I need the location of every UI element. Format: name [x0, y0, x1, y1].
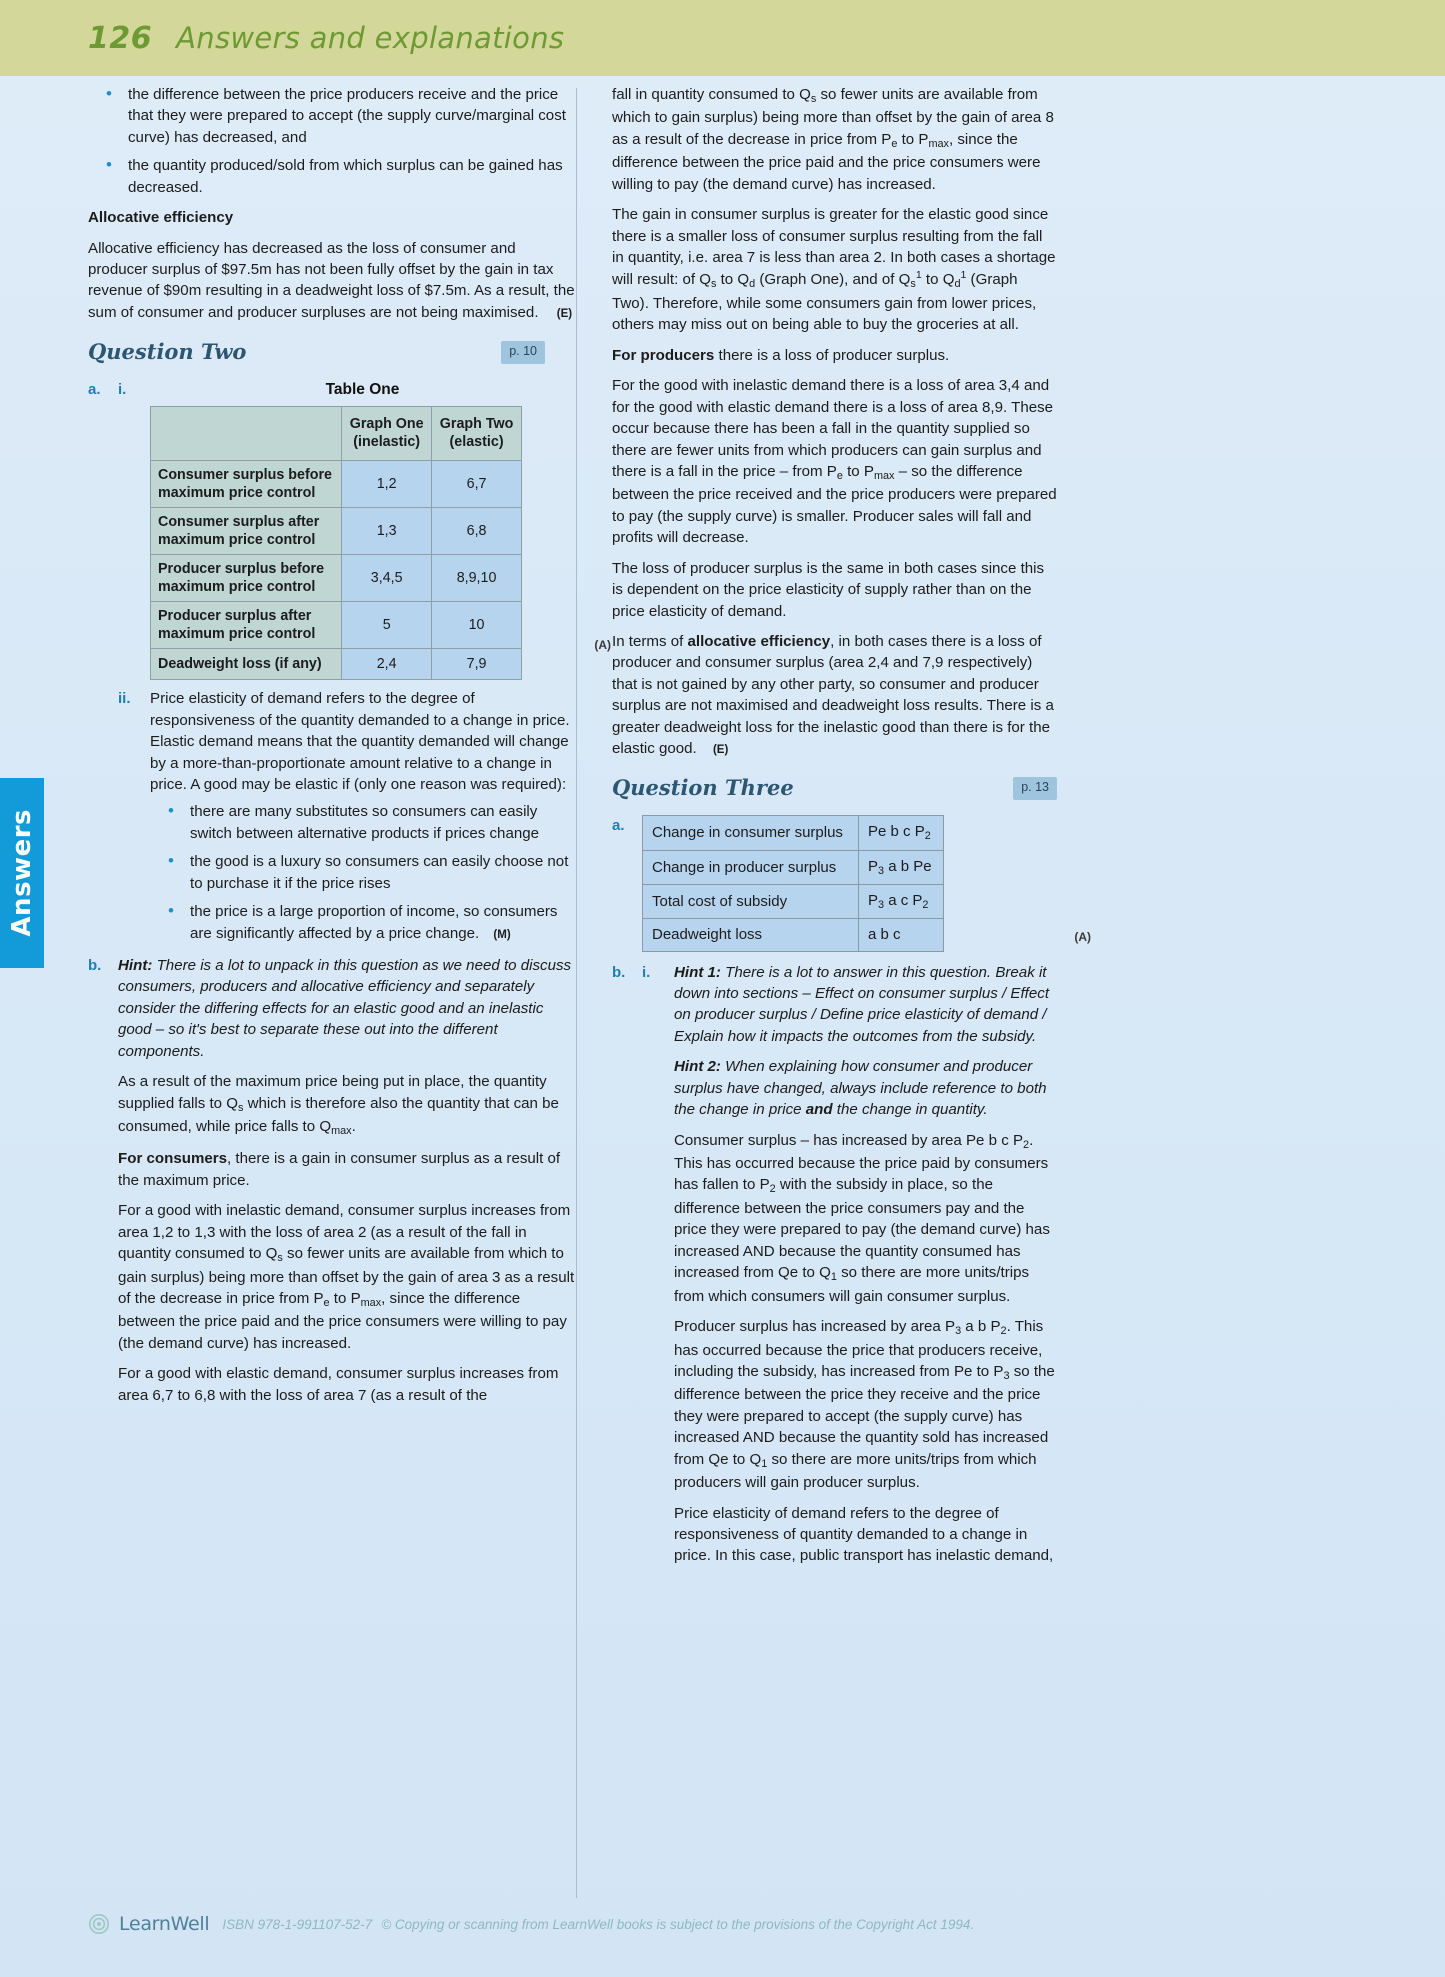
achievement-mark-e: (E): [556, 307, 573, 320]
b-paragraph-1: [118, 1071, 575, 1139]
subscript: e: [891, 137, 898, 150]
subscript: 1: [830, 1271, 837, 1284]
subscript: 3: [1003, 1369, 1010, 1382]
bullet-list-ii: [150, 801, 575, 944]
page-reference-badge[interactable]: p. 13: [1013, 777, 1057, 800]
subscript: 3: [878, 864, 885, 877]
cell-graph-two: 6,7: [432, 461, 522, 508]
header-line-1: Graph Two: [439, 416, 514, 433]
allocative-efficiency-right-paragraph: [612, 631, 1057, 760]
question-two-b: [88, 955, 575, 1415]
hint2-bold: and: [805, 1101, 833, 1119]
subscript: max: [360, 1297, 382, 1310]
table-row: [643, 919, 944, 951]
text-run: fall in quantity consumed to Q: [612, 86, 811, 103]
text-run: Consumer surplus – has increased by area Pe b c P: [674, 1131, 1024, 1149]
subscript: 1: [761, 1457, 768, 1470]
footer-copyright: © Copying or scanning from LearnWell books is subject to the provisions of the Copyright Act 1994.: [381, 1916, 975, 1932]
cell-graph-one: 2,4: [342, 649, 432, 680]
allocative-text: Allocative efficiency has decreased as the loss of consumer and producer surplus of $97.5m has not been fully offset by the gain in tax revenue of $90m resulting in a deadweight loss of $7.5m. As a result, the sum of consumer and producer surpluses are not being maximised.: [88, 239, 575, 321]
text-run: (Graph One), and of Q: [755, 271, 911, 289]
text-run: For the good with inelastic demand there is a loss of area 3,4 and for the good with elastic demand there is a loss of area 8,9. These occur because there has been a fall in the quantity supplied so there are fewer units from which producers can gain surplus and there is a fall in the price – from P: [612, 377, 1054, 480]
allocative-efficiency-bold: allocative efficiency: [687, 632, 831, 650]
section-tab-answers[interactable]: [0, 778, 44, 968]
cell-graph-two: 6,8: [432, 508, 522, 555]
consumer-surplus-paragraph: [674, 1130, 1057, 1308]
table-row: [151, 555, 522, 602]
subscript: s: [710, 278, 717, 291]
table-one-wrapper: [150, 379, 611, 680]
text-run: The gain in consumer surplus is greater for the elastic good since there is a smaller loss of consumer surplus resulting from the fall in quantity, i.e. area 7 is less than area 2. In both cases a shortage will result: of Q: [612, 206, 1056, 289]
hint-paragraph: [118, 955, 575, 1062]
text-run: – so the difference between the price received and the price producers were prepared to pay (the supply curve) is smaller. Producer sales will fall and profits will decrease.: [612, 462, 1057, 547]
cell-graph-one: 5: [342, 602, 432, 649]
b-paragraph-elastic: For a good with elastic demand, consumer surplus increases from area 6,7 to 6,8 with the loss of area 7 (as a result of the: [118, 1365, 559, 1404]
table-row: [643, 850, 944, 884]
text-run: so there are more units/trips from which consumers will gain consumer surplus.: [674, 1264, 1030, 1305]
b-paragraph-inelastic: [118, 1200, 575, 1354]
text-run: P: [868, 857, 879, 875]
table-header-row: [151, 407, 522, 461]
allocative-efficiency-heading: Allocative efficiency: [88, 209, 234, 227]
marker-b: b.: [612, 963, 626, 981]
subscript: e: [836, 469, 843, 482]
for-producers-label: For producers: [612, 346, 715, 364]
table-one-caption: Table One: [325, 381, 400, 399]
list-item: • the difference between the price producers receive and the price that they were prepared to accept (the supply curve/marginal cost curve) has decreased, and: [88, 84, 575, 148]
subscript: max: [928, 137, 949, 150]
subscript: d: [954, 278, 961, 291]
cell-graph-one: 1,3: [342, 508, 432, 555]
text-run: P: [868, 891, 879, 909]
text-run: In terms of: [612, 632, 688, 650]
column-divider: [576, 88, 577, 1898]
table-row: [643, 884, 944, 918]
cell-graph-two: 8,9,10: [432, 555, 522, 602]
learnwell-logo-icon: [88, 1913, 110, 1935]
footer-isbn: ISBN 978-1-991107-52-7: [222, 1916, 373, 1932]
question-two-ii-paragraph: Price elasticity of demand refers to the degree of responsiveness of the quantity demanded to a change in price. Elastic demand means that the quantity demanded will change by a more-than-proportionate amount relative to a change in price. A good may be elastic if (only one reason was required):: [150, 690, 570, 794]
bullet-list-top: [88, 84, 575, 198]
ped-paragraph: Price elasticity of demand refers to the degree of responsiveness of quantity demanded to a change in price. In this case, public transport has inelastic demand,: [674, 1504, 1054, 1565]
question-three-table: [642, 815, 944, 951]
text-run: to P: [842, 462, 874, 480]
marker-i: i.: [642, 963, 651, 981]
text-run: a b Pe: [884, 857, 932, 875]
header-line-2: (inelastic): [353, 433, 421, 450]
table-corner-cell: [151, 407, 342, 461]
hint1-text: There is a lot to answer in this question. Break it down into sections – Effect on consumer surplus / Effect on producer surplus / Define price elasticity of demand / Explain how it impacts the outcomes from the subsidy.: [674, 963, 1050, 1045]
text-run: Producer surplus has increased by area P: [674, 1318, 956, 1336]
list-item: • there are many substitutes so consumers can easily switch between alternative products if prices change: [150, 801, 575, 844]
subscript: s: [810, 93, 817, 106]
table-row: [151, 649, 522, 680]
hint2-text-b: the change in quantity.: [832, 1101, 988, 1119]
subscript: max: [873, 469, 895, 482]
text-run: which is therefore also the quantity that can be consumed, while price falls to Q: [118, 1094, 559, 1135]
marker-i: i.: [118, 381, 127, 399]
page-title: Answers and explanations: [176, 20, 565, 55]
row-label: Deadweight loss (if any): [151, 649, 342, 680]
list-item-text: the price is a large proportion of income, so consumers are significantly affected by a price change.: [190, 903, 558, 942]
text-run: so fewer units are available from which to gain surplus) being more than offset by the gain of area 8 as a result of the decrease in price from P: [612, 86, 1054, 148]
question-two-a-i: [88, 379, 611, 680]
text-run: to Q: [921, 271, 955, 289]
achievement-mark-a: (A): [1074, 929, 1091, 944]
text-run: (Graph Two). Therefore, while some consumers gain from lower prices, others may miss out on being able to buy the groceries at all.: [612, 271, 1037, 334]
text-run: .: [351, 1117, 356, 1135]
text-run: to P: [897, 130, 929, 148]
hint2-paragraph: [674, 1056, 1057, 1120]
row-label: Consumer surplus after maximum price control: [151, 508, 342, 555]
table-row: [151, 602, 522, 649]
table-row: [151, 461, 522, 508]
list-item: • the quantity produced/sold from which surplus can be gained has decreased.: [88, 155, 575, 198]
hint1-paragraph: [674, 962, 1057, 1048]
hint-label: Hint:: [118, 956, 153, 974]
subscript: e: [323, 1297, 330, 1310]
hint2-text-a: When explaining how consumer and producer surplus have changed, always include reference to both the change in price: [674, 1058, 1047, 1119]
list-item: • the good is a luxury so consumers can easily choose not to purchase it if the price rises: [150, 851, 575, 894]
achievement-mark-m: (M): [493, 928, 511, 941]
subscript: 3: [955, 1325, 962, 1338]
table-row: [151, 508, 522, 555]
subscript: 2: [1000, 1325, 1007, 1338]
achievement-mark-e: (E): [712, 744, 729, 757]
marker-a: a.: [88, 381, 101, 399]
marker-b: b.: [88, 956, 102, 974]
text-run: Pe b c P: [868, 823, 925, 841]
producer-loss-paragraph: [612, 375, 1057, 548]
row-value: a b c: [859, 919, 944, 951]
page-reference-badge[interactable]: p. 10: [501, 341, 545, 364]
cell-graph-one: 1,2: [342, 461, 432, 508]
superscript: 1: [915, 269, 922, 282]
text-run: , since the difference between the price paid and the price consumers were willing to pay (the demand curve) has increased.: [118, 1290, 567, 1352]
subscript: s: [237, 1101, 244, 1114]
question-three-title: Question Three: [612, 775, 794, 801]
page-number: 126: [88, 20, 153, 56]
row-label: Deadweight loss: [643, 919, 859, 951]
text-run: , since the difference between the price paid and the price consumers were willing to pay (the demand curve) has increased.: [612, 130, 1041, 193]
table-header-graph-one: [342, 407, 432, 461]
text-run: a c P: [884, 891, 923, 909]
subscript: 2: [924, 830, 931, 843]
row-value: [859, 816, 944, 850]
marker-spacer: [88, 688, 118, 953]
header-line-2: (elastic): [449, 433, 504, 450]
section-tab-label: Answers: [7, 809, 37, 937]
marker-ii: ii.: [118, 690, 131, 708]
hint2-label: Hint 2:: [674, 1058, 721, 1076]
row-label: Consumer surplus before maximum price control: [151, 461, 342, 508]
text-run: For a good with inelastic demand, consumer surplus increases from area 1,2 to 1,3 with the loss of area 2 (as a result of the fall in quantity consumed to Q: [118, 1202, 571, 1263]
cell-graph-one: 3,4,5: [342, 555, 432, 602]
superscript: 1: [960, 269, 967, 282]
text-run: with the subsidy in place, so the difference between the price consumers pay and the price they were prepared to pay (the demand curve) has increased AND because the quantity consumed has increased from Qe to Q: [674, 1176, 1050, 1282]
continuation-paragraph: [612, 84, 1057, 195]
subscript: s: [277, 1252, 283, 1265]
text-run: , in both cases there is a loss of producer and consumer surplus (area 2,4 and 7,9 respectively) that is not gained by any other party, so consumer and producer surplus are not maximised and deadweight loss results. There is a greater deadweight loss for the inelastic good than there is for the elastic good.: [612, 632, 1054, 758]
for-producers-paragraph: [612, 345, 1057, 366]
question-two-heading: [88, 337, 575, 367]
subscript: 2: [769, 1183, 776, 1196]
question-two-title: Question Two: [88, 339, 247, 365]
text-run: a b P: [961, 1318, 1001, 1336]
cell-graph-two: 7,9: [432, 649, 522, 680]
subscript: 2: [922, 898, 929, 911]
row-label: Total cost of subsidy: [643, 884, 859, 918]
page-header: [0, 0, 1445, 76]
text-run: so fewer units are available from which to gain surplus) being more than offset by the gain of area 3 as a result of the decrease in price from P: [118, 1245, 575, 1308]
table-one: [150, 406, 522, 680]
text-run: so there are more units/trips from which producers will gain producer surplus.: [674, 1450, 1037, 1492]
question-three-heading: [612, 773, 1057, 803]
footer-brand: LearnWell: [119, 1913, 210, 1935]
b-paragraph-consumers: [118, 1148, 575, 1191]
subscript: s: [910, 278, 916, 291]
table-header-graph-two: [432, 407, 522, 461]
text-run: , there is a gain in consumer surplus as a result of the maximum price.: [118, 1150, 561, 1189]
cell-graph-two: 10: [432, 602, 522, 649]
text-run: to Q: [716, 271, 750, 289]
row-label: Change in producer surplus: [643, 850, 859, 884]
gain-consumer-surplus-paragraph: [612, 204, 1057, 336]
achievement-mark-a: (A): [594, 638, 611, 653]
hint-text: There is a lot to unpack in this question as we need to discuss consumers, producers and allocative efficiency and separately consider the differing effects for an elastic good and an inelastic good – so it's best to separate these out into the different components.: [118, 956, 572, 1060]
text-run: to P: [329, 1290, 361, 1308]
table-row: [643, 816, 944, 850]
marker-a: a.: [612, 817, 625, 835]
producer-surplus-same-paragraph: The loss of producer surplus is the same in both cases since this is dependent on the price elasticity of supply rather than on the price elasticity of demand.: [612, 559, 1045, 620]
row-value: [859, 850, 944, 884]
left-column: [88, 84, 611, 1417]
row-label: Change in consumer surplus: [643, 816, 859, 850]
text-run: . This has occurred because the price that producers receive, including the subsidy, has increased from Pe to P: [674, 1318, 1044, 1380]
row-label: Producer surplus after maximum price control: [151, 602, 342, 649]
question-two-a-ii: [88, 688, 575, 953]
hint1-label: Hint 1:: [674, 963, 721, 981]
for-consumers-label: For consumers: [118, 1150, 228, 1168]
text-run: As a result of the maximum price being put in place, the quantity supplied falls to Q: [118, 1073, 547, 1112]
text-run: so the difference between the price they receive and the price they were prepared to accept (the supply curve) has increased AND because the quantity sold has increased from Qe to Q: [674, 1362, 1055, 1468]
right-column: [612, 84, 1091, 1578]
text-run: there is a loss of producer surplus.: [714, 346, 950, 364]
producer-surplus-paragraph: [674, 1316, 1057, 1494]
question-three-b-i: [612, 962, 1057, 1576]
row-label: Producer surplus before maximum price control: [151, 555, 342, 602]
page-footer: [88, 1913, 974, 1935]
subscript: 3: [878, 898, 885, 911]
header-line-1: Graph One: [349, 416, 424, 433]
list-item: [150, 901, 575, 944]
row-value: [859, 884, 944, 918]
question-three-a: [612, 815, 1091, 951]
subscript: 2: [1023, 1138, 1030, 1151]
allocative-efficiency-paragraph: [88, 238, 575, 324]
subscript: d: [749, 278, 756, 291]
subscript: max: [331, 1125, 352, 1137]
text-run: . This has occurred because the price paid by consumers has fallen to P: [674, 1131, 1049, 1194]
